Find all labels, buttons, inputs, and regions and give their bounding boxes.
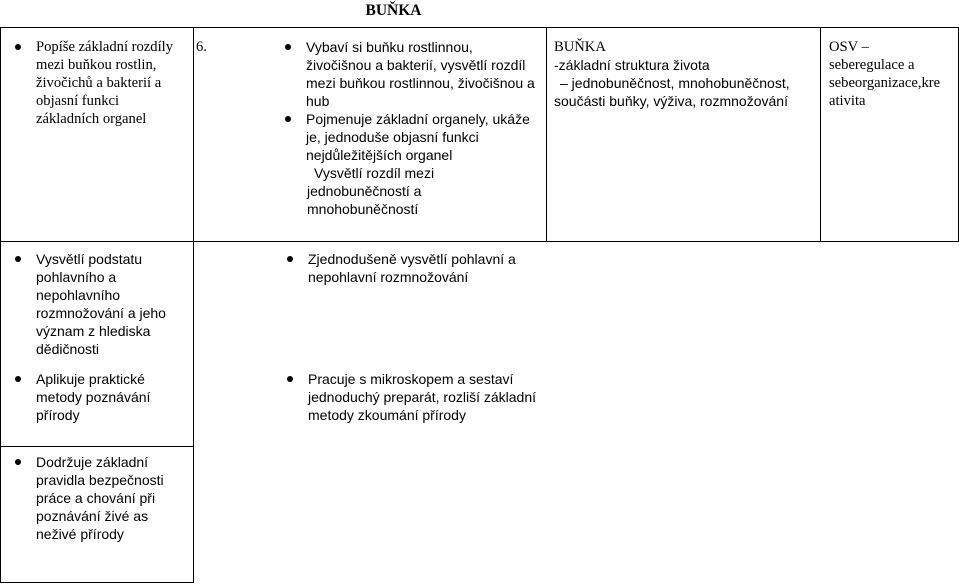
list-item [278, 38, 546, 110]
output-line: objasní funkci [36, 93, 120, 109]
output-line: Popíše základní rozdíly [36, 39, 173, 55]
curriculum-extra [278, 164, 546, 218]
bullet-icon [15, 44, 21, 50]
output-line: význam z hlediska [36, 323, 151, 339]
topic-heading: BUŇKA [554, 39, 606, 55]
topic-line: -základní struktura života [554, 57, 710, 73]
row-divider-2 [0, 446, 194, 447]
output-line: neživé přírody [36, 526, 124, 542]
curriculum-line: Vybaví si buňku rostlinnou, [306, 39, 473, 55]
output-line: Dodržuje základní [36, 454, 149, 470]
row-number: 6. [196, 39, 207, 55]
list-item [278, 110, 546, 164]
output-line: mezi buňkou rostlin, [36, 57, 157, 73]
output-line: živočichů a bakterií a [36, 75, 162, 91]
list-item [8, 453, 192, 543]
curriculum-line: jednoduchý preparát, rozliší základní [308, 389, 537, 405]
curriculum-line: je, jednoduše objasní funkci [306, 129, 479, 145]
row-divider-1 [0, 241, 959, 242]
col-divider-4 [820, 27, 821, 242]
page-title: BUŇKA [365, 2, 422, 19]
row4-output-cell [8, 453, 192, 543]
row1-curriculum-cell [278, 38, 546, 218]
row1-output-cell [8, 38, 192, 128]
output-line: přírody [36, 407, 80, 423]
col-divider-2 [193, 27, 194, 583]
col-divider-1 [0, 27, 1, 583]
curriculum-line: nejdůležitějších organel [306, 147, 453, 163]
crosscut-line: seberegulace a [829, 57, 915, 73]
output-line: nepohlavního [36, 287, 121, 303]
output-line: práce a chování při [36, 490, 156, 506]
output-line: dědičnosti [36, 341, 100, 357]
output-line: základních organel [36, 111, 147, 127]
curriculum-line: živočišnou a bakterií, vysvětlí rozdíl [306, 57, 526, 73]
output-line: pravidla bezpečnosti [36, 472, 164, 488]
curriculum-line: Vysvětlí rozdíl mezi [314, 165, 435, 181]
output-line: Aplikuje praktické [36, 371, 145, 387]
output-line: Vysvětlí podstatu [36, 251, 143, 267]
curriculum-line: Pojmenuje základní organely, ukáže [306, 111, 530, 127]
curriculum-line: Zjednodušeně vysvětlí pohlavní a [308, 251, 516, 267]
curriculum-line: Pracuje s mikroskopem a sestaví [308, 371, 514, 387]
row2-curriculum-cell [280, 250, 546, 286]
curriculum-line: hub [306, 93, 330, 109]
col-divider-3 [546, 27, 547, 242]
row1-topic-cell [554, 38, 818, 110]
output-line: metody poznávání [36, 389, 151, 405]
curriculum-line: jednobuněčností a [307, 183, 422, 199]
table-border-top [0, 27, 959, 28]
curriculum-line: metody zkoumání přírody [308, 407, 466, 423]
table-border-bottom [0, 582, 194, 583]
bullet-icon [287, 256, 293, 262]
list-item [8, 250, 192, 358]
crosscut-line: sebeorganizace,kre [829, 75, 941, 91]
bullet-icon [285, 44, 291, 50]
curriculum-line: mezi buňkou rostlinnou, živočišnou a [306, 75, 535, 91]
topic-line: – jednobuněčnost, mnohobuněčnost, [560, 75, 790, 91]
list-item [280, 370, 546, 424]
output-line: rozmnožování a jeho [36, 305, 166, 321]
bullet-icon [15, 256, 21, 262]
output-line: pohlavního a [36, 269, 117, 285]
output-line: poznávání živé as [36, 508, 149, 524]
row3-curriculum-cell [280, 370, 546, 424]
row2-output-cell [8, 250, 192, 358]
topic-line: součásti buňky, výživa, rozmnožování [554, 93, 788, 109]
crosscut-line: ativita [829, 93, 866, 109]
bullet-icon [15, 376, 21, 382]
crosscut-line: OSV – [829, 39, 869, 55]
bullet-icon [15, 459, 21, 465]
list-item [8, 370, 192, 424]
curriculum-line: mnohobuněčností [307, 201, 419, 217]
list-item [8, 38, 192, 128]
curriculum-line: nepohlavní rozmnožování [308, 269, 469, 285]
bullet-icon [287, 376, 293, 382]
list-item [280, 250, 546, 286]
row3-output-cell [8, 370, 192, 424]
row1-crosscut-cell [829, 38, 957, 110]
bullet-icon [285, 116, 291, 122]
